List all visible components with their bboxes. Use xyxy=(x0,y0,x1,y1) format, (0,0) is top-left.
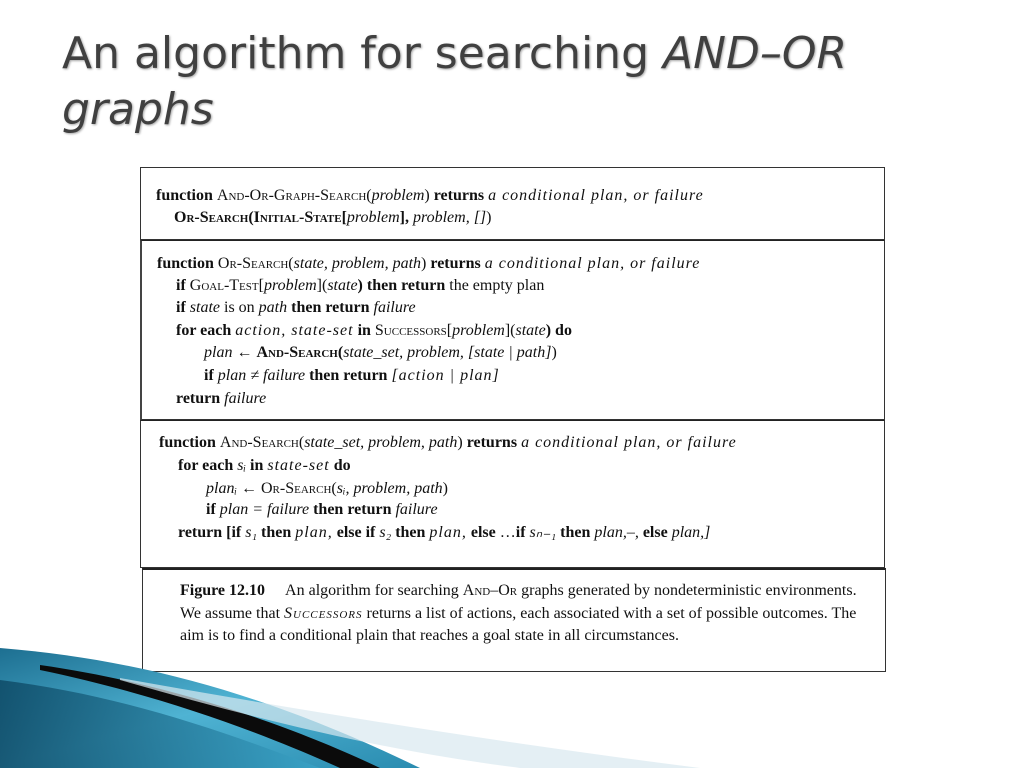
keyword-then-return: then return xyxy=(309,501,396,518)
paren: ) xyxy=(357,277,367,294)
var: state-set xyxy=(267,457,330,474)
keyword-returns: returns xyxy=(433,187,489,204)
code-line xyxy=(176,389,266,409)
code-line xyxy=(159,433,737,453)
return-type: a conditional plan, or failure xyxy=(484,255,701,272)
keyword-for-each: for each xyxy=(176,322,236,339)
caption-text: graphs generated by nondeterministic environments. We assume that xyxy=(180,582,857,622)
var: state xyxy=(189,299,220,316)
keyword-then: then xyxy=(257,524,296,541)
keyword-in: in xyxy=(246,457,268,474)
paren: ) xyxy=(551,344,557,361)
param: problem xyxy=(263,277,317,294)
var: path xyxy=(258,299,288,316)
param: state xyxy=(515,322,546,339)
function-name: And-Search( xyxy=(256,344,344,361)
var: plan, xyxy=(429,524,467,541)
keyword-returns: returns xyxy=(466,434,522,451)
vars: action, state-set xyxy=(235,322,354,339)
keyword-else: else xyxy=(638,524,672,541)
punct: ], xyxy=(399,209,413,226)
code-line xyxy=(204,366,500,386)
var: sₙ₋₁ xyxy=(529,524,557,541)
param: state xyxy=(327,277,358,294)
keyword-if: if xyxy=(176,299,190,316)
keyword-then: then xyxy=(556,524,595,541)
function-name: And-Search( xyxy=(219,434,305,451)
function-name: And-Or-Graph-Search( xyxy=(216,187,372,204)
return-type: a conditional plan, or failure xyxy=(521,434,737,451)
code-line xyxy=(178,456,351,476)
code-line xyxy=(156,186,704,206)
keyword-do: do xyxy=(555,322,572,339)
keyword-then-return: then return xyxy=(366,277,450,294)
function-name: Goal-Test[ xyxy=(189,277,264,294)
code-line xyxy=(174,208,491,228)
ellipsis: … xyxy=(499,524,516,541)
keyword-do: do xyxy=(329,457,351,474)
result: [action | plan] xyxy=(391,367,500,384)
paren: ) xyxy=(457,434,467,451)
function-call: Or-Search(Initial-State[ xyxy=(174,209,347,226)
result: failure xyxy=(224,390,267,407)
param: problem xyxy=(452,322,505,339)
keyword-function: function xyxy=(157,255,218,272)
keyword-for-each: for each xyxy=(178,457,238,474)
code-line xyxy=(204,343,557,363)
paren: ) xyxy=(421,255,431,272)
assignment: planᵢ ← xyxy=(206,480,261,497)
caption-text: An algorithm for searching xyxy=(285,582,463,599)
function-name: Or-Search( xyxy=(217,255,294,272)
paren: ) xyxy=(545,322,556,339)
code-line xyxy=(176,321,572,341)
punct: ]( xyxy=(504,322,516,339)
keyword-returns: returns xyxy=(430,255,485,272)
var: failure xyxy=(373,299,416,316)
decorative-swoosh xyxy=(0,640,1024,768)
var: s₁ xyxy=(245,524,258,541)
param: problem xyxy=(371,187,425,204)
function-name: Successors[ xyxy=(374,322,453,339)
assignment: plan ← xyxy=(204,344,257,361)
params: sᵢ, problem, path xyxy=(336,480,443,497)
function-name: Or-Search( xyxy=(260,480,337,497)
figure-label: Figure 12.10 xyxy=(180,582,266,599)
param: problem xyxy=(346,209,400,226)
var: plan,–, xyxy=(594,524,639,541)
keyword-else: else xyxy=(466,524,500,541)
code-line xyxy=(157,254,700,274)
code-line xyxy=(176,298,416,318)
var: plan, xyxy=(295,524,333,541)
params: state, problem, path xyxy=(293,255,422,272)
keyword-return-if: return [if xyxy=(178,524,246,541)
result: failure xyxy=(395,501,438,518)
slide-title-italic: AND–OR graphs xyxy=(62,28,848,135)
condition: plan = failure xyxy=(219,501,310,518)
keyword-if: if xyxy=(204,367,218,384)
return-type: a conditional plan, or failure xyxy=(488,187,704,204)
keyword-if: if xyxy=(206,501,220,518)
slide-title-plain: An algorithm for searching xyxy=(62,28,663,79)
figure-caption xyxy=(180,580,865,648)
keyword-function: function xyxy=(159,434,220,451)
params: state_set, problem, [state | path] xyxy=(343,344,552,361)
code-line xyxy=(206,500,438,520)
keyword-if: if xyxy=(515,524,530,541)
code-line xyxy=(206,479,448,499)
text: the empty plan xyxy=(449,277,545,294)
text: is on xyxy=(220,299,259,316)
code-line xyxy=(178,523,710,543)
paren: ) xyxy=(424,187,434,204)
code-line xyxy=(176,276,544,296)
slide-title xyxy=(62,26,962,138)
params: state_set, problem, path xyxy=(304,434,458,451)
condition: plan ≠ failure xyxy=(217,367,306,384)
var: sᵢ xyxy=(237,457,247,474)
paren: ) xyxy=(442,480,448,497)
keyword-in: in xyxy=(353,322,375,339)
keyword-then-return: then return xyxy=(287,299,374,316)
keyword-else-if: else if xyxy=(332,524,380,541)
var: plan,] xyxy=(671,524,711,541)
caption-term: Successors xyxy=(284,604,363,622)
paren: ) xyxy=(486,209,492,226)
var: s₂ xyxy=(379,524,392,541)
caption-term: And–Or xyxy=(462,582,518,599)
keyword-function: function xyxy=(156,187,217,204)
keyword-then: then xyxy=(391,524,430,541)
punct: ]( xyxy=(316,277,328,294)
keyword-return: return xyxy=(176,390,225,407)
keyword-if: if xyxy=(176,277,190,294)
keyword-then-return: then return xyxy=(305,367,392,384)
caption-text: returns a list of actions, each associated with a set of possible outcomes. The aim is to find a conditional plain that reaches a goal state in all circumstances. xyxy=(180,604,857,644)
param: problem, [] xyxy=(412,209,487,226)
